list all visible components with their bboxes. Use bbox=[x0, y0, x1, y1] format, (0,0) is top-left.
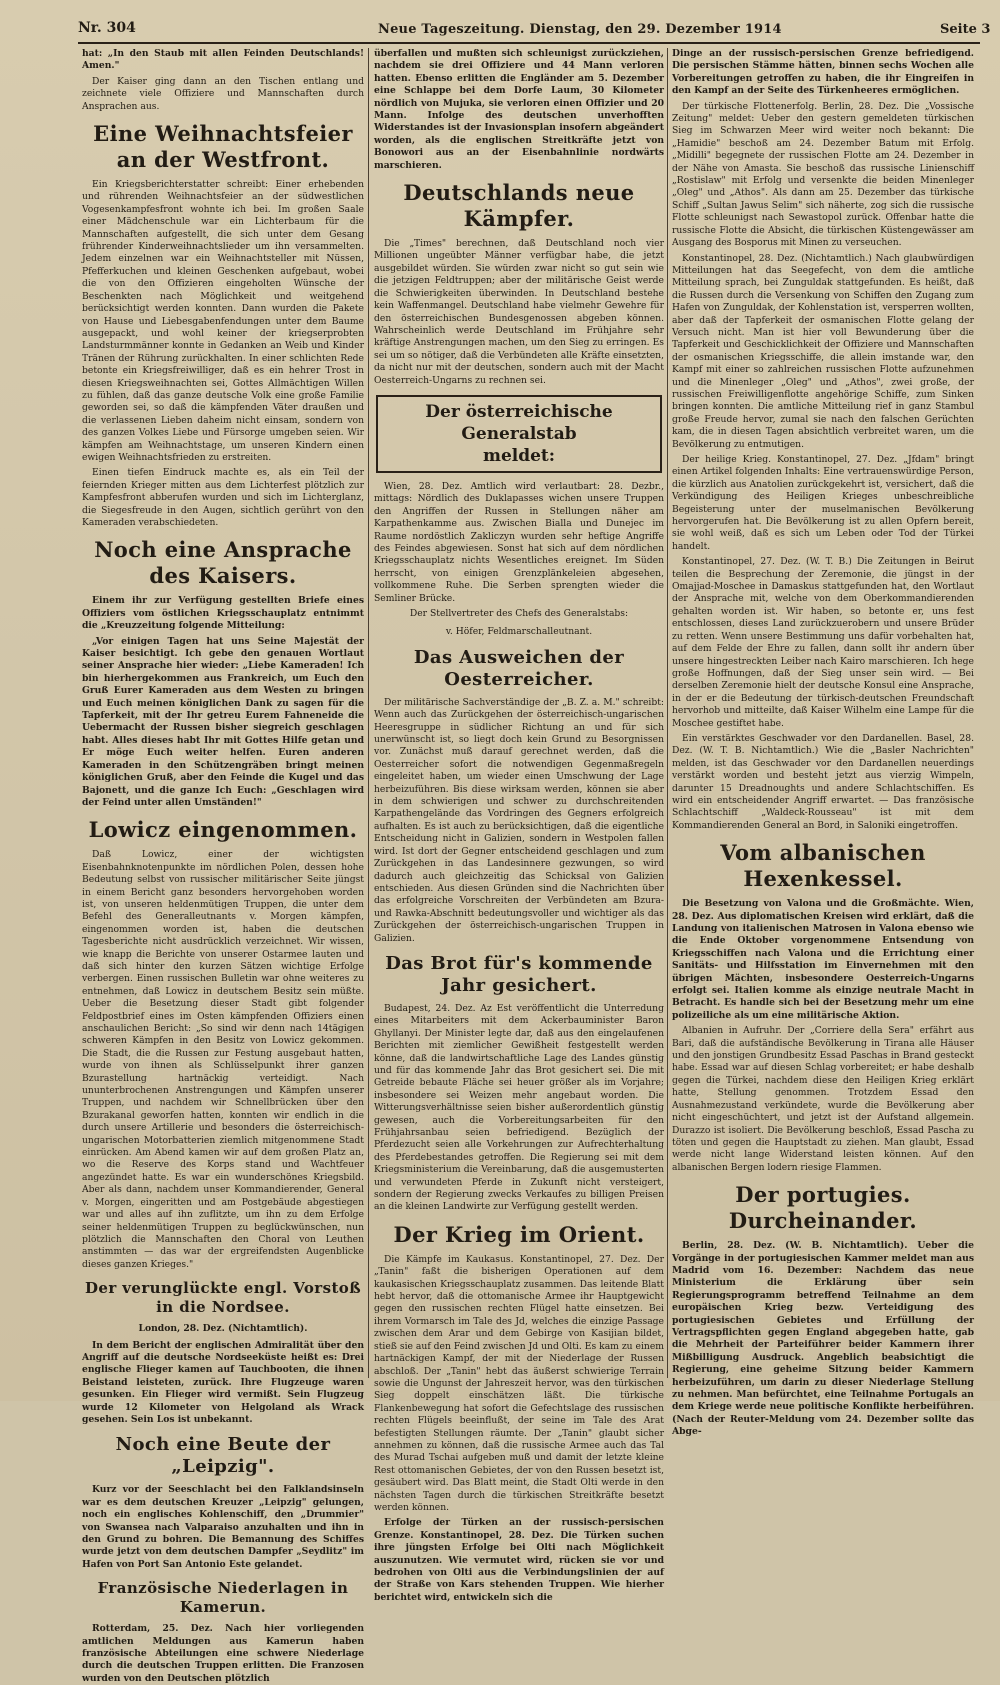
column-3 bbox=[672, 48, 974, 1438]
paragraph: hat: „In den Staub mit allen Feinden Deutschlands! Amen." bbox=[82, 48, 364, 72]
paragraph: Die Kämpfe im Kaukasus. Konstantinopel, 27. Dez. Der „Tanin" faßt die bisherigen Operationen auf dem kaukasischen Kriegsschauplatz zusammen. Das leitende Blatt hebt hervor, daß die ottomanische Armee ihr Hauptgewicht gegen den russischen rechten Flügel hatte einsetzen. Bei ihrem Vormarsch im Tale des Jd, welches die einzige Passage zwischen dem Arar und dem Gebirge von Kasijian bildet, stieß sie auf den Feind zwischen Jd und Olti. Es kam zu einem hartnäckigen Kampf, der mit der Niederlage der Russen abschloß. Der „Tanin" hebt das äußerst schwierige Terrain sowie die Ungunst der Jahreszeit hervor, was den türkischen Sieg doppelt einschätzen läßt. Die türkische Flankenbewegung hat sofort die Gefechtslage des russischen rechten Flügels beeinflußt, der seine im Tale des Arat befestigten Stellungen räumte. Der „Tanin" glaubt sicher annehmen zu können, daß die russische Armee auch das Tal des Murad Tschai aufgeben muß und damit der letzte kleine Rest ottomanischen Gebietes, der von den Russen besetzt ist, gesäubert wird. Das Blatt meint, die Stadt Olti werde in den nächsten Tagen durch die türkischen Streitkräfte besetzt werden können. bbox=[374, 1253, 664, 1513]
page-number: Seite 3 bbox=[940, 22, 991, 37]
paragraph: Konstantinopel, 28. Dez. (Nichtamtlich.) Nach glaubwürdigen Mitteilungen hat das Seegefecht, von dem die amtliche Mitteilung sprach, bei Zunguldak stattgefunden. Es heißt, daß die Russen durch die Versenkung von Schiffen den Zugang zum Hafen von Zunguldak, der Kohlenstation ist, versperren wollten, aber daß der Tapferkeit der osmanischen Flotte gelang der Versuch nicht. Man ist hier voll Bewunderung über die Tapferkeit und Geschicklichkeit der Offiziere und Mannschaften der osmanischen Kriegsschiffe, die allein imstande war, den Kampf mit einer so zahlreichen russischen Flotte aufzunehmen und die Minenleger „Oleg" und „Athos", zwei große, der russischen Freiwilligenflotte angehörige Schiffe, zum Sinken bringen konnten. Die amtliche Mitteilung rief in ganz Stambul große Freude hervor, zumal sie nach den falschen Gerüchten kam, die in diesen Tagen absichtlich verbreitet waren, um die Bevölkerung zu entmutigen. bbox=[672, 252, 974, 450]
headline-beute-leipzig: Noch eine Beute der „Leipzig". bbox=[115, 1434, 331, 1478]
headline-vorstoss-nordsee: Der verunglückte engl. Vorstoß in die Nordsee. bbox=[85, 1279, 361, 1317]
headline-portugies-durcheinander: Der portugies. Durcheinander. bbox=[728, 1182, 918, 1234]
paragraph: Ein Kriegsberichterstatter schreibt: Einer erhebenden und rührenden Weihnachtsfeier an der südwestlichen Vogesenkampfesfront wohnte ich bei. Im großen Saale einer Mädchenschule war ein Lichterbaum für die Mannschaften aufgestellt, die sich unter dem Gesang frührender Kinderweihnachtslieder um ihn versammelten. Jedem einzelnen war ein Weihnachtsteller mit Nüssen, Pfefferkuchen und kleinen Geschenken aufgebaut, wobei die von den Offizieren eingeholten Wünsche der Beschenkten nach Möglichkeit und weitgehend berücksichtigt werden konnten. Dann wurden die Pakete von Hause und Liebesgabenfendungen unter dem Baume ausgepackt, und wohl keiner der kriegserprobten Landsturmmänner konnte in Gedanken an Weib und Kinder Tränen der Rührung zurückhalten. In einer schlichten Rede betonte ein Kriegsfreiwilliger, daß es ein hehrer Trost in diesen Kriegsweihnachten sei, Gottes Allmächtigen Willen zu fühlen, daß das ganze deutsche Volk eine große Familie geworden sei, so daß die kämpfenden Väter draußen und die verlassenen Lieben daheim nicht einsam, sondern von des ganzen Volkes Liebe und Fürsorge umgeben seien. Wir kämpfen am Weihnachtstage, um unseren Kindern einen ewigen Weihnachtsfrieden zu erstreiten. bbox=[82, 179, 364, 463]
paragraph: Der militärische Sachverständige der „B. Z. a. M." schreibt: Wenn auch das Zurückgehen der österreichisch-ungarischen Heeresgruppe in südlicher Richtung an und für sich unerwünscht ist, so liegt doch kein Grund zu Besorgnissen vor. Zunächst muß darauf gerechnet werden, daß die Oesterreicher sofort die notwendigen Gegenmaßregeln eingeleitet haben, um wieder einen Umschwung der Lage herbeizuführen. Bis diese wirksam werden, können sie aber in dem schwierigen und schwer zu durchschreitenden Karpathengelände das Vordringen des Gegners erfolgreich aufhalten. Es ist auch zu berücksichtigen, daß die eigentliche Entscheidung nicht in Galizien, sondern in Westpolen fallen wird. Ist dort der Gegner entscheidend geschlagen und zum Zurückgehen in das Landesinnere gezwungen, so wird dadurch auch gleichzeitig das Schicksal von Galizien entschieden. Aus diesen Gründen sind die Nachrichten über das erfolgreiche Vorschreiten der Verbündeten am Bzura- und Rawka-Abschnitt bedeutungsvoller und wichtiger als das Zurückgehen der österreichisch-ungarischen Truppen in Galizien. bbox=[374, 696, 664, 944]
paragraph: Rotterdam, 25. Dez. Nach hier vorliegenden amtlichen Meldungen aus Kamerun haben französische Abteilungen eine schwere Niederlage durch die deutschen Truppen erlitten. Die Franzosen wurden von den Deutschen plötzlich bbox=[82, 1623, 364, 1684]
column-1 bbox=[82, 48, 364, 1684]
column-divider bbox=[667, 48, 668, 1378]
boxed-headline-generalstab bbox=[376, 395, 662, 473]
paragraph: Kurz vor der Seeschlacht bei den Falklandsinseln war es dem deutschen Kreuzer „Leipzig" gelungen, noch ein englisches Kohlenschiff, den „Drummier" von Swansea nach Valparaiso anzuhalten und ihn in den Grund zu bohren. Die Bemannung des Schiffes wurde jetzt von dem deutschen Dampfer „Seydlitz" im Hafen von Port San Antonio Este gelandet. bbox=[82, 1484, 364, 1570]
paragraph: überfallen und mußten sich schleunigst zurückziehen, nachdem sie drei Offiziere und 44 Mann verloren hatten. Ebenso erlitten die Engländer am 5. Dezember eine Schlappe bei dem Dorfe Laum, 30 Kilometer nördlich von Mujuka, sie verloren einen Offizier und 20 Mann. Infolge des deutschen unverhofften Widerstandes ist der Invasionsplan insofern abgeändert worden, als die englischen Streitkräfte jetzt von Bonowori aus an der Eisenbahnlinie nordwärts marschieren. bbox=[374, 48, 664, 171]
headline-ansprache-kaisers: Noch eine Ansprache des Kaisers. bbox=[94, 537, 352, 589]
paragraph: Der heilige Krieg. Konstantinopel, 27. Dez. „Jfdam" bringt einen Artikel folgenden Inhalts: Eine vertrauenswürdige Person, die kürzlich aus Anatolien zurückgekehrt ist, versichert, daß die Verkündigung des Heiligen Krieges unbeschreibliche Begeisterung unter der muselmanischen Bevölkerung hervorgerufen hat. Die Bevölkerung ist zu allen Opfern bereit, sie wohl weiß, daß es sich um Leben oder Tod der Türkei handelt. bbox=[672, 454, 974, 552]
paragraph: Berlin, 28. Dez. (W. B. Nichtamtlich). Ueber die Vorgänge in der portugiesischen Kammer meldet man aus Madrid vom 16. Dezember: Nachdem das neue Ministerium die Erklärung über sein Regierungsprogramm betreffend Teilnahme an dem europäischen Krieg bezw. Verteidigung des portugiesischen Gebietes und Erfüllung der Vertragspflichten gegen England abgegeben hatte, gab die Mehrheit der Parteiführer beider Kammern ihrer Mißbilligung Ausdruck. Angeblich beabsichtigt die Regierung, eine geheime Sitzung beider Kammern herbeizuführen, um darin zu dieser Niederlage Stellung zu nehmen. Man befürchtet, eine Teilnahme Portugals an dem Kriege werde neue politische Konflikte herbeiführen. (Nach der Reuter-Meldung vom 24. Dezember sollte das Abge- bbox=[672, 1240, 974, 1438]
paragraph: Der Kaiser ging dann an den Tischen entlang und zeichnete viele Offiziere und Mannschaften durch Ansprachen aus. bbox=[82, 75, 364, 112]
masthead-rule bbox=[78, 42, 980, 44]
paragraph: Der türkische Flottenerfolg. Berlin, 28. Dez. Die „Vossische Zeitung" meldet: Ueber den gestern gemeldeten türkischen Sieg im Schwarzen Meer wird weiter noch bekannt: Die „Hamidie" beschoß am 24. Dezember Batum mit Erfolg. „Midilli" begegnete der russischen Flotte am 24. Dezember in der Nähe von Amasta. Sie beschoß das russische Linienschiff „Rostislaw" mit Erfolg und versenkte die beiden Minenleger „Oleg" und „Athos". Als dann am 25. Dezember das türkische Schiff „Sultan Jawus Selim" sich näherte, zog sich die russische Flotte schleunigst nach Sewastopol zurück. Offenbar hatte die russische Flotte die Absicht, die türkischen Küstengewässer am Ausgang des Bosporus mit Minen zu verseuchen. bbox=[672, 100, 974, 249]
issue-number: Nr. 304 bbox=[78, 20, 136, 36]
paragraph: Albanien in Aufruhr. Der „Corriere della Sera" erfährt aus Bari, daß die aufständische Bevölkerung in Tirana alle Häuser und den jonstigen Grundbesitz Essad Paschas in Brand gesteckt habe. Essad war auf diesen Schlag vorbereitet; er habe deshalb gegen die Türkei, nachdem diese den Heiligen Krieg erklärt hatte, Stellung genommen. Trotzdem Essad den Ausnahmezustand verkündete, wurde die Bevölkerung aber nicht eingeschüchtert, und jetzt ist der Aufstand allgemein. Durazzo ist isoliert. Die Bevölkerung beschloß, Essad Pascha zu töten und gegen die Hauptstadt zu ziehen. Man glaubt, Essad werde nicht lange Widerstand leisten können. Auf den albanischen Bergen lodern riesige Flammen. bbox=[672, 1025, 974, 1173]
paragraph: Einem ihr zur Verfügung gestellten Briefe eines Offiziers vom östlichen Kriegsschauplatz entnimmt die „Kreuzzeitung folgende Mitteilung: bbox=[82, 595, 364, 632]
headline-lowicz: Lowicz eingenommen. bbox=[88, 817, 358, 843]
headline-niederlagen-kamerun: Französische Niederlagen in Kamerun. bbox=[97, 1579, 349, 1617]
headline-krieg-orient: Der Krieg im Orient. bbox=[393, 1221, 645, 1247]
newspaper-title-date: Neue Tageszeitung. Dienstag, den 29. Dezember 1914 bbox=[378, 22, 782, 37]
headline-weihnachtsfeier: Eine Weihnachtsfeier an der Westfront. bbox=[93, 121, 353, 173]
headline-neue-kaempfer: Deutschlands neue Kämpfer. bbox=[403, 180, 635, 232]
paragraph: Dinge an der russisch-persischen Grenze befriedigend. Die persischen Stämme hätten, binnen sechs Wochen alle Vorbereitungen getroffen zu haben, die ihr Eingreifen in den Kampf an der Seite des Türkenheeres ermöglichen. bbox=[672, 48, 974, 97]
paragraph: Die Besetzung von Valona und die Großmächte. Wien, 28. Dez. Aus diplomatischen Kreisen wird erklärt, daß die Landung von italienischen Matrosen in Valona ebenso wie die Ende Oktober vorgenommene Entsendung von Kriegsschiffen nach Valona und die Errichtung einer Sanitäts- und Hilfsstation im Einvernehmen mit den übrigen Mächten, insbesondere Oesterreich-Ungarns erfolgt sei. Italien komme als einzige neutrale Macht in Betracht. Es handle sich bei der Besetzung mehr um eine polizeiliche als um eine militärische Aktion. bbox=[672, 898, 974, 1021]
column-2 bbox=[374, 48, 664, 1603]
masthead bbox=[0, 0, 1000, 44]
signature: v. Höfer, Feldmarschalleutnant. bbox=[445, 626, 593, 638]
paragraph: Konstantinopel, 27. Dez. (W. T. B.) Die Zeitungen in Beirut teilen die Besprechung der Zeremonie, die jüngst in der Omajjad-Moschee in Damaskus stattgefunden hat, den Wortlaut der Ansprache mit, welche von dem Oberkommandierenden gehalten worden ist. Wir haben, so betonte er, uns fest entschlossen, dieses Land zurückzuerobern und unsere Brüder zu retten. Wenn unsere Bestimmung uns dafür vorbehalten hat, auf dem Felde der Ehre zu fallen, dann sollt ihr andern über unsere hingestreckten Leiber nach Kairo marschieren. Ich hege große Hoffnungen, daß der Sieg unser sein wird. — Bei derselben Zeremonie hielt der deutsche Konsul eine Ansprache, in der er die Bedeutung der türkisch-deutschen Freundschaft hervorhob und mitteilte, daß Kaiser Wilhelm eine Lampe für die Moschee gestiftet habe. bbox=[672, 556, 974, 729]
paragraph: Wien, 28. Dez. Amtlich wird verlautbart: 28. Dezbr., mittags: Nördlich des Duklapasses wichen unsere Truppen den Angriffen der Russen in Stellungen näher am Karpathenkamme aus. Zwischen Bialla und Dunejec im Raume nordöstlich Zakliczyn wurden sehr heftige Angriffe des Feindes abgewiesen. Sonst hat sich auf dem nördlichen Kriegsschauplatz nichts Wesentliches ereignet. Im Süden herrscht, von einigen Grenzplänkeleien abgesehen, vollkommene Ruhe. Die Serben sprengten wieder die Semliner Brücke. bbox=[374, 480, 664, 604]
column-divider bbox=[368, 48, 369, 1378]
paragraph: Erfolge der Türken an der russisch-persischen Grenze. Konstantinopel, 28. Dez. Die Türken suchen ihre jüngsten Erfolge bei Olti nach Möglichkeit auszunutzen. Wie vermutet wird, rücken sie vor und bedrohen von Olti aus die Verbindungslinien der auf der Straße von Kars stehenden Truppen. Wie hierher berichtet wird, entwickeln sich die bbox=[374, 1517, 664, 1603]
dateline: London, 28. Dez. (Nichtamtlich). bbox=[138, 1323, 308, 1335]
paragraph: Daß Lowicz, einer der wichtigsten Eisenbahnknotenpunkte im nördlichen Polen, dessen hohe Bedeutung selbst von russischer militärischer Seite jüngst in einem Bericht ganz besonders hervorgehoben worden ist, von unseren heldenmütigen Truppen, die unter dem Befehl des Generalleutnants v. Morgen kämpfen, eingenommen worden ist, haben die deutschen Tagesberichte nicht ausdrücklich verzeichnet. Wir wissen, wie knapp die Berichte von unserer Ostarmee lauten und daß sich hinter den kurzen Sätzen wichtige Erfolge verbergen. Einen russischen Bulletin war ohne weiteres zu entnehmen, daß Lowicz in deutschem Besitz sein müßte. Ueber die Besetzung dieser Stadt gibt folgender Feldpostbrief eines im Osten kämpfenden Offiziers einen anschaulichen Bericht: „So sind wir denn nach 14tägigen schweren Kämpfen in den Besitz von Lowicz gekommen. Die Stadt, die die Russen zur Festung ausgebaut hatten, wurde von ihnen als Schlüsselpunkt ihrer ganzen Bzurastellung hartnäckig verteidigt. Nach ununterbrochenen Anstrengungen und Kämpfen unserer Truppen, und nachdem wir Schnellbrücken über den Bzurakanal geworfen hatten, konnten wir endlich in die durch unsere Artillerie und besonders die österreichisch-ungarischen Motorbatterien ziemlich mitgenommene Stadt einrücken. Am Abend kamen wir auf dem großen Platz an, wo die Reserve des Korps stand und Wachtfeuer angezündet hatte. Es war ein wunderschönes Kriegsbild. Aber als dann, nachdem unser Kommandierender, General v. Morgen, eingeritten und am Postgebäude abgestiegen war und alles auf ihn zuflitzte, um ihn zu dem Erfolge seiner heldenmütigen Truppen zu beglückwünschen, nun plötzlich die Mannschaften den Choral von Leuthen anstimmten — das war der ergreifendsten Augenblicke dieses ganzen Krieges." bbox=[82, 849, 364, 1270]
headline-ausweichen: Das Ausweichen der Oesterreicher. bbox=[413, 646, 625, 690]
boxed-headline-line: meldet: bbox=[482, 445, 556, 466]
boxed-headline-line: Der österreichische Generalstab bbox=[425, 401, 613, 444]
headline-albanischen-hexenkessel: Vom albanischen Hexenkessel. bbox=[720, 840, 926, 892]
signature: Der Stellvertreter des Chefs des Generalstabs: bbox=[409, 608, 629, 619]
headline-brot: Das Brot für's kommende Jahr gesichert. bbox=[385, 952, 653, 996]
paragraph: Einen tiefen Eindruck machte es, als ein Teil der feiernden Krieger mitten aus dem Lichterfest plötzlich zur Kampfesfront abberufen wurden und sich im Lichterglanz, die Siegesfreude in den Augen, sichtlich gerührt von den Kameraden verabschiedeten. bbox=[82, 467, 364, 528]
paragraph: In dem Bericht der englischen Admiralität über den Angriff auf die deutsche Nordseeküste heißt es: Drei englische Flieger kamen auf Tauchbooten, die ihnen Beistand leisteten, zurück. Ihre Flugzeuge waren gesunken. Ein Flieger wird vermißt. Sein Flugzeug wurde 12 Kilometer von Helgoland als Wrack gesehen. Sein Los ist unbekannt. bbox=[82, 1339, 364, 1425]
paragraph: „Vor einigen Tagen hat uns Seine Majestät der Kaiser besichtigt. Ich gebe den genauen Wortlaut seiner Ansprache hier wieder: „Liebe Kameraden! Ich bin hierhergekommen aus Frankreich, um Euch den Gruß Eurer Kameraden aus dem Westen zu bringen und Euch meinen königlichen Dank zu sagen für die Tapferkeit, mit der Ihr getreu Eurem Fahneneide die Uebermacht der Russen bisher siegreich geschlagen habt. Alles dieses habt Ihr mit Gottes Hilfe getan und Er möge Euch weiter helfen. Euren anderen Kameraden in den Schützengräben bringt meinen königlichen Gruß, aber den Feinde die Kugel und das Bajonett, und die ganze Ich Euch: „Geschlagen wird der Feind unter allen Umständen!" bbox=[82, 635, 364, 808]
paragraph: Budapest, 24. Dez. Az Est veröffentlicht die Unterredung eines Mitarbeiters mit dem Ackerbauminister Baron Ghyllanyi. Der Minister legte dar, daß aus den eingelaufenen Berichten mit ziemlicher Gewißheit festgestellt werden könne, daß die landwirtschaftliche Lage des Landes günstig und für das kommende Jahr das Brot gesichert sei. Die mit Getreide bebaute Fläche sei heuer größer als im Vorjahre; insbesondere sei Weizen mehr angebaut worden. Die Witterungsverhältnisse seien bisher außerordentlich günstig gewesen, auch die Vorbereitungsarbeiten für den Frühjahrsanbau seien befriedigend. Bezüglich der Pferdezucht seien alle Vorkehrungen zur Aufrechterhaltung des Pferdebestandes getroffen. Die Regierung sei mit dem Kriegsministerium die Vereinbarung, daß die ausgemusterten und verwundeten Pferde in Zukunft nicht versteigert, sondern der Regierung zwecks Verkaufes zu billigen Preisen an die kleinen Landwirte zur Verfügung gestellt werden. bbox=[374, 1002, 664, 1213]
paragraph: Die „Times" berechnen, daß Deutschland noch vier Millionen ungeübter Männer verfügbar habe, die jetzt ausgebildet würden. Sie würden zwar nicht so gut sein wie die jetzigen Feldtruppen; aber der militärische Geist werde die Schwierigkeiten überwinden. In Deutschland bestehe kein Waffenmangel. Deutschland habe vielmehr Gewehre für den österreichischen Bundesgenossen abgeben können. Wahrscheinlich werde Deutschland im Frühjahre sehr kräftige Anstrengungen machen, um den Sieg zu erringen. Es sei um so nötiger, daß die Verbündeten alle Kräfte einsetzten, da nicht nur mit der deutschen, sondern auch mit der Macht Oesterreich-Ungarns zu rechnen sei. bbox=[374, 238, 664, 386]
paragraph: Ein verstärktes Geschwader vor den Dardanellen. Basel, 28. Dez. (W. T. B. Nichtamtlich.) Wie die „Basler Nachrichten" melden, ist das Geschwader vor den Dardanellen neuerdings verstärkt worden und besteht jetzt aus vierzig Wimpeln, darunter 15 Dreadnoughts und andere Schlachtschiffen. Es wird ein entscheidender Angriff erwartet. — Das französische Schlachtschiff „Waldeck-Rousseau" ist mit dem Kommandierenden General an Bord, in Saloniki eingetroffen. bbox=[672, 732, 974, 831]
